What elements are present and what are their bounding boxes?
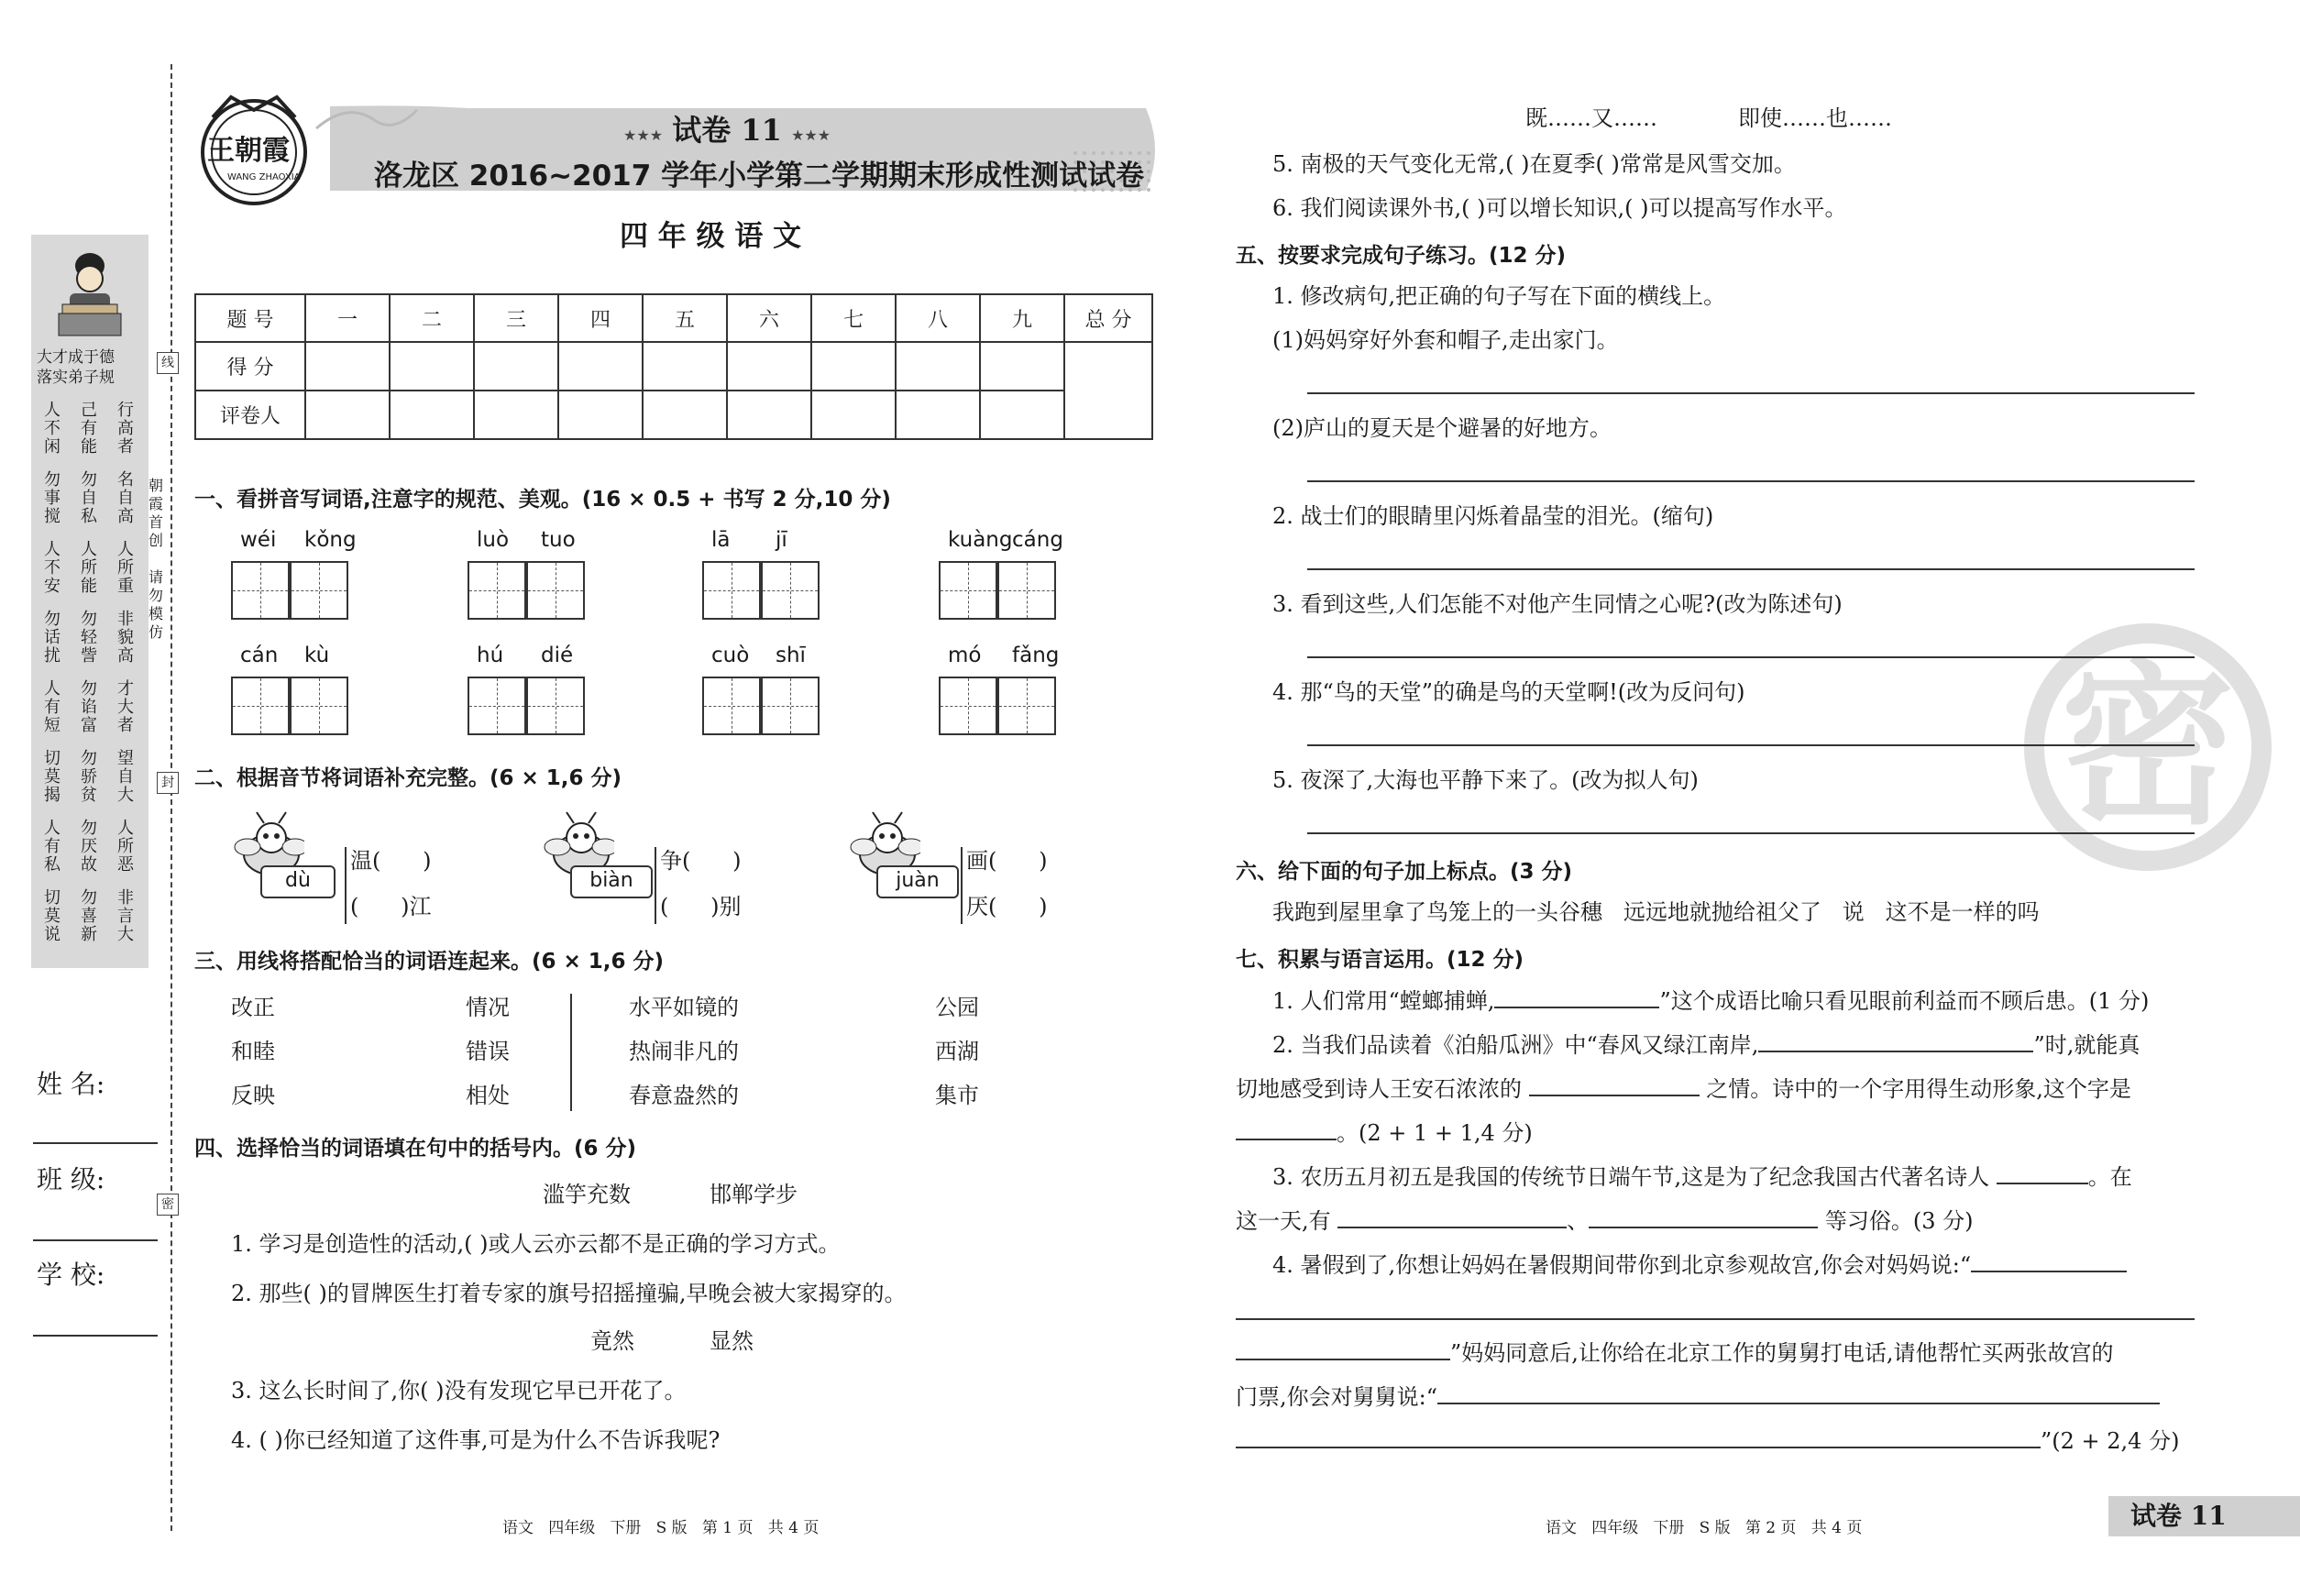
q4-choice: 既……又…… bbox=[1525, 105, 1657, 131]
maxim-text: 勿厌故 bbox=[81, 819, 97, 875]
maxim-text: 人所能 bbox=[81, 540, 97, 596]
column-header: 一 bbox=[305, 294, 390, 342]
score-cell[interactable] bbox=[811, 342, 896, 391]
answer-line[interactable] bbox=[1307, 744, 2195, 746]
q3-word[interactable]: 西湖 bbox=[935, 1039, 979, 1064]
row-label: 得 分 bbox=[195, 342, 305, 391]
q7-line-10 bbox=[1236, 1426, 2179, 1455]
tianzige-box[interactable] bbox=[468, 677, 526, 735]
pinyin-syllable: shī bbox=[776, 644, 806, 667]
q7-text: 等习俗。(3 分) bbox=[1824, 1208, 1974, 1234]
q7-text: ”这个成语比喻只看见眼前利益而不顾后患。(1 分) bbox=[1659, 988, 2150, 1014]
subject-title: 四 年 级 语 文 bbox=[620, 220, 802, 253]
tianzige-box[interactable] bbox=[761, 677, 820, 735]
maxim-text: 勿自私 bbox=[81, 470, 97, 526]
footer-tag: 试卷 11 bbox=[2130, 1501, 2227, 1531]
q4-sentence-3[interactable]: 3. 这么长时间了,你( )没有发现它早已开花了。 bbox=[231, 1378, 687, 1403]
score-cell[interactable] bbox=[980, 342, 1064, 391]
q7-line-1 bbox=[1272, 986, 2149, 1015]
q6-heading: 六、给下面的句子加上标点。(3 分) bbox=[1236, 860, 1573, 884]
score-cell[interactable] bbox=[474, 342, 558, 391]
q7-line-2 bbox=[1272, 1030, 2140, 1059]
pinyin-syllable: cuò bbox=[711, 644, 750, 667]
q7-text: ”妈妈同意后,让你给在北京工作的舅舅打电话,请他帮忙买两张故宫的 bbox=[1450, 1340, 2114, 1366]
tianzige-box[interactable] bbox=[290, 677, 348, 735]
tianzige-box[interactable] bbox=[761, 561, 820, 620]
q7-text: ”时,就能真 bbox=[2033, 1032, 2140, 1058]
pinyin-syllable: cán bbox=[240, 644, 279, 667]
maxim-text: 望自大 bbox=[117, 749, 134, 805]
q2-pinyin-box: dù bbox=[260, 865, 336, 898]
q3-word[interactable]: 和睦 bbox=[231, 1039, 275, 1064]
row-label: 题 号 bbox=[195, 294, 305, 342]
exam-title: 洛龙区 2016~2017 学年小学第二学期期末形成性测试试卷 bbox=[374, 160, 1145, 193]
tianzige-box[interactable] bbox=[939, 677, 997, 735]
q2-pinyin-box: juàn bbox=[876, 865, 959, 898]
q2-blank-word[interactable]: 争( ) bbox=[660, 848, 742, 874]
fold-mark-xian: 线 bbox=[157, 352, 179, 374]
score-cell[interactable] bbox=[896, 342, 980, 391]
fill-blank[interactable] bbox=[1236, 1426, 2041, 1448]
q4-sentence-4[interactable]: 4. ( )你已经知道了这件事,可是为什么不告诉我呢? bbox=[231, 1427, 721, 1453]
q4-choice: 显然 bbox=[710, 1328, 754, 1354]
q3-word[interactable]: 错误 bbox=[466, 1039, 510, 1064]
footer-left: 语文 四年级 下册 S 版 第 1 页 共 4 页 bbox=[502, 1519, 820, 1537]
q5-item: 5. 夜深了,大海也平静下来了。(改为拟人句) bbox=[1272, 767, 1699, 793]
strip-caption-2: 落实弟子规 bbox=[37, 369, 115, 387]
q7-text: 2. 当我们品读着《泊船瓜洲》中“春风又绿江南岸, bbox=[1272, 1032, 1759, 1058]
column-header: 总 分 bbox=[1064, 294, 1152, 342]
fill-blank[interactable] bbox=[1758, 1030, 2033, 1052]
maxim-text: 勿话扰 bbox=[44, 610, 61, 666]
brand-sub: WANG ZHAOXIA bbox=[227, 172, 301, 182]
q7-line-5 bbox=[1272, 1162, 2132, 1191]
maxim-text: 名自高 bbox=[117, 470, 134, 526]
answer-line[interactable] bbox=[1236, 1318, 2195, 1320]
column-header: 八 bbox=[896, 294, 980, 342]
q2-pinyin-box: biàn bbox=[570, 865, 653, 898]
q3-heading: 三、用线将搭配恰当的词语连起来。(6 × 1,6 分) bbox=[194, 950, 665, 974]
q7-line-9 bbox=[1236, 1382, 2160, 1411]
grader-cell[interactable] bbox=[727, 391, 811, 439]
q7-text: 1. 人们常用“螳螂捕蝉, bbox=[1272, 988, 1495, 1014]
pinyin-syllable: luò bbox=[477, 528, 510, 552]
q2-blank-word[interactable]: 画( ) bbox=[966, 848, 1048, 874]
tianzige-box[interactable] bbox=[939, 561, 997, 620]
row-label: 评卷人 bbox=[195, 391, 305, 439]
pinyin-syllable: kù bbox=[304, 644, 330, 667]
q3-word[interactable]: 公园 bbox=[935, 995, 979, 1020]
q7-text: 、 bbox=[1567, 1208, 1590, 1234]
column-header: 九 bbox=[980, 294, 1064, 342]
q7-text: ”(2 + 2,4 分) bbox=[2041, 1428, 2180, 1454]
pinyin-syllable: kǒng bbox=[304, 528, 357, 552]
fill-blank[interactable] bbox=[1437, 1382, 2160, 1404]
grader-cell[interactable] bbox=[390, 391, 474, 439]
q7-text: 。(2 + 1 + 1,4 分) bbox=[1337, 1120, 1533, 1146]
column-header: 四 bbox=[558, 294, 643, 342]
q4-choice: 滥竽充数 bbox=[543, 1182, 631, 1207]
q3-word[interactable]: 相处 bbox=[466, 1083, 510, 1108]
score-cell[interactable] bbox=[390, 342, 474, 391]
pinyin-syllable: wéi bbox=[240, 528, 277, 552]
q7-line-3 bbox=[1236, 1074, 2131, 1103]
grader-cell[interactable] bbox=[305, 391, 390, 439]
name-line[interactable] bbox=[33, 1142, 158, 1144]
q5-heading: 五、按要求完成句子练习。(12 分) bbox=[1236, 244, 1567, 268]
tianzige-box[interactable] bbox=[468, 561, 526, 620]
maxim-text: 行高者 bbox=[117, 401, 134, 457]
class-line[interactable] bbox=[33, 1239, 158, 1241]
grader-cell[interactable] bbox=[558, 391, 643, 439]
q4-sentence-1[interactable]: 1. 学习是创造性的活动,( )或人云亦云都不是正确的学习方式。 bbox=[231, 1231, 841, 1257]
q5-item: (1)妈妈穿好外套和帽子,走出家门。 bbox=[1272, 327, 1619, 353]
maxim-text: 勿喜新 bbox=[81, 888, 97, 944]
star-icon: ★★★ bbox=[623, 127, 664, 144]
fill-blank[interactable] bbox=[1236, 1118, 1337, 1140]
q2-blank-word[interactable]: ( )别 bbox=[660, 894, 742, 919]
answer-line[interactable] bbox=[1307, 568, 2195, 570]
fill-blank[interactable] bbox=[1997, 1162, 2088, 1184]
answer-line[interactable] bbox=[1307, 480, 2195, 482]
confidential-watermark: 密 bbox=[2024, 623, 2272, 871]
q7-text: 这一天,有 bbox=[1236, 1208, 1331, 1234]
maxim-text: 非貌高 bbox=[117, 610, 134, 666]
q7-line-8 bbox=[1236, 1338, 2114, 1367]
side-text-1: 朝霞首创 bbox=[149, 477, 164, 549]
school-label: 学 校: bbox=[37, 1260, 105, 1290]
maxim-text: 人所重 bbox=[117, 540, 134, 596]
q2-heading: 二、根据音节将词语补充完整。(6 × 1,6 分) bbox=[194, 766, 622, 790]
maxim-text: 切莫说 bbox=[44, 888, 61, 944]
q7-text: 门票,你会对舅舅说:“ bbox=[1236, 1384, 1437, 1410]
q3-word[interactable]: 春意盎然的 bbox=[629, 1083, 739, 1108]
answer-line[interactable] bbox=[1307, 656, 2195, 658]
column-header: 六 bbox=[727, 294, 811, 342]
maxim-text: 勿骄贫 bbox=[81, 749, 97, 805]
q2-blank-word[interactable]: 厌( ) bbox=[966, 894, 1048, 919]
grader-cell[interactable] bbox=[811, 391, 896, 439]
q7-heading: 七、积累与语言运用。(12 分) bbox=[1236, 948, 1524, 972]
tianzige-box[interactable] bbox=[231, 677, 290, 735]
footer-right: 语文 四年级 下册 S 版 第 2 页 共 4 页 bbox=[1546, 1519, 1863, 1537]
q4-heading: 四、选择恰当的词语填在句中的括号内。(6 分) bbox=[194, 1137, 637, 1161]
q7-line-6 bbox=[1236, 1206, 1974, 1235]
q5-item: 3. 看到这些,人们怎能不对他产生同情之心呢?(改为陈述句) bbox=[1272, 591, 1843, 617]
q7-text: 之情。诗中的一个字用得生动形象,这个字是 bbox=[1706, 1076, 2131, 1102]
q3-word[interactable]: 情况 bbox=[466, 995, 510, 1020]
pinyin-syllable: tuo bbox=[541, 528, 576, 552]
grader-cell[interactable] bbox=[474, 391, 558, 439]
q5-item: 1. 修改病句,把正确的句子写在下面的横线上。 bbox=[1272, 283, 1726, 309]
pinyin-syllable: hú bbox=[477, 644, 504, 667]
q4-sentence-5[interactable]: 5. 南极的天气变化无常,( )在夏季( )常常是风雪交加。 bbox=[1272, 151, 1796, 177]
q7-text: 4. 暑假到了,你想让妈妈在暑假期间带你到北京参观故宫,你会对妈妈说:“ bbox=[1272, 1252, 1972, 1278]
brand-name: 王朝霞 bbox=[207, 135, 290, 167]
exam-tag-text: 试卷 11 bbox=[672, 113, 782, 148]
score-cell[interactable] bbox=[727, 342, 811, 391]
binding-line bbox=[171, 64, 172, 1531]
q6-sentence[interactable]: 我跑到屋里拿了鸟笼上的一头谷穗 远远地就抛给祖父了 说 这不是一样的吗 bbox=[1272, 899, 2040, 925]
score-table bbox=[194, 293, 1153, 440]
answer-line[interactable] bbox=[1307, 832, 2195, 834]
q4-sentence-6[interactable]: 6. 我们阅读课外书,( )可以增长知识,( )可以提高写作水平。 bbox=[1272, 195, 1847, 221]
tianzige-box[interactable] bbox=[290, 561, 348, 620]
star-icon: ★★★ bbox=[791, 127, 831, 144]
tianzige-box[interactable] bbox=[231, 561, 290, 620]
q3-word[interactable]: 反映 bbox=[231, 1083, 275, 1108]
tianzige-box[interactable] bbox=[997, 677, 1056, 735]
q2-blank-word[interactable]: 温( ) bbox=[350, 848, 432, 874]
grader-cell[interactable] bbox=[643, 391, 727, 439]
maxim-text: 才大者 bbox=[117, 679, 134, 735]
maxim-text: 切莫揭 bbox=[44, 749, 61, 805]
maxim-text: 勿事搅 bbox=[44, 470, 61, 526]
q4-choice: 邯郸学步 bbox=[710, 1182, 798, 1207]
pinyin-syllable: kuàng bbox=[948, 528, 1013, 552]
q7-text: 切地感受到诗人王安石浓浓的 bbox=[1236, 1076, 1522, 1102]
q7-line-7 bbox=[1272, 1250, 2127, 1279]
q5-item: (2)庐山的夏天是个避暑的好地方。 bbox=[1272, 415, 1612, 441]
q7-text: 3. 农历五月初五是我国的传统节日端午节,这是为了纪念我国古代著名诗人 bbox=[1272, 1164, 1990, 1190]
exam-tag bbox=[623, 114, 831, 152]
side-text-2: 请勿模仿 bbox=[149, 568, 164, 641]
tianzige-box[interactable] bbox=[702, 677, 761, 735]
q3-word[interactable]: 改正 bbox=[231, 995, 275, 1020]
maxim-text: 人所恶 bbox=[117, 819, 134, 875]
q5-item: 2. 战士们的眼睛里闪烁着晶莹的泪光。(缩句) bbox=[1272, 503, 1714, 529]
maxim-text: 人有短 bbox=[44, 679, 61, 735]
maxim-text: 勿轻訾 bbox=[81, 610, 97, 666]
pinyin-syllable: cáng bbox=[1012, 528, 1063, 552]
fill-blank[interactable] bbox=[1589, 1206, 1818, 1228]
q3-word[interactable]: 水平如镜的 bbox=[629, 995, 739, 1020]
tianzige-box[interactable] bbox=[526, 677, 585, 735]
fill-blank[interactable] bbox=[1236, 1338, 1450, 1360]
tianzige-box[interactable] bbox=[702, 561, 761, 620]
answer-line[interactable] bbox=[1307, 392, 2195, 394]
fold-mark-feng: 封 bbox=[157, 772, 179, 794]
column-header: 七 bbox=[811, 294, 896, 342]
pinyin-syllable: mó bbox=[948, 644, 982, 667]
q7-text: 。在 bbox=[2087, 1164, 2132, 1190]
name-label: 姓 名: bbox=[37, 1069, 105, 1099]
class-label: 班 级: bbox=[37, 1164, 105, 1194]
fold-mark-mi: 密 bbox=[157, 1194, 179, 1216]
strip-caption-1: 大才成于德 bbox=[37, 348, 115, 367]
maxim-text: 人不安 bbox=[44, 540, 61, 596]
score-cell[interactable] bbox=[558, 342, 643, 391]
scholar-figure-icon bbox=[53, 246, 127, 347]
q3-word[interactable]: 集市 bbox=[935, 1083, 979, 1108]
q3-word[interactable]: 热闹非凡的 bbox=[629, 1039, 739, 1064]
q4-choice: 即使……也…… bbox=[1738, 105, 1892, 131]
q4-sentence-2[interactable]: 2. 那些( )的冒牌医生打着专家的旗号招摇撞骗,早晚会被大家揭穿的。 bbox=[231, 1281, 907, 1306]
score-cell[interactable] bbox=[305, 342, 390, 391]
column-header: 三 bbox=[474, 294, 558, 342]
q5-item: 4. 那“鸟的天堂”的确是鸟的天堂啊!(改为反问句) bbox=[1272, 679, 1745, 705]
maxim-text: 非言大 bbox=[117, 888, 134, 944]
footer-tag-bar bbox=[2108, 1496, 2300, 1536]
maxim-text: 人有私 bbox=[44, 819, 61, 875]
maxims-strip bbox=[31, 235, 149, 968]
q1-heading: 一、看拼音写词语,注意字的规范、美观。(16 × 0.5 + 书写 2 分,10 分) bbox=[194, 488, 891, 512]
column-header: 二 bbox=[390, 294, 474, 342]
fill-blank[interactable] bbox=[1529, 1074, 1700, 1096]
grader-cell[interactable] bbox=[896, 391, 980, 439]
maxim-text: 人不闲 bbox=[44, 401, 61, 457]
school-line[interactable] bbox=[33, 1335, 158, 1337]
q7-line-4 bbox=[1236, 1118, 1533, 1147]
q4-choice: 竟然 bbox=[590, 1328, 634, 1354]
q2-blank-word[interactable]: ( )江 bbox=[350, 894, 432, 919]
grader-cell[interactable] bbox=[980, 391, 1064, 439]
tianzige-box[interactable] bbox=[997, 561, 1056, 620]
pinyin-syllable: jī bbox=[776, 528, 787, 552]
pinyin-syllable: fǎng bbox=[1012, 644, 1060, 667]
pinyin-syllable: dié bbox=[541, 644, 574, 667]
tianzige-box[interactable] bbox=[526, 561, 585, 620]
pinyin-syllable: lā bbox=[711, 528, 731, 552]
fill-blank[interactable] bbox=[1971, 1250, 2127, 1272]
q3-divider bbox=[570, 994, 572, 1111]
maxim-text: 己有能 bbox=[81, 401, 97, 457]
total-score-cell[interactable] bbox=[1064, 342, 1152, 439]
fill-blank[interactable] bbox=[1494, 986, 1659, 1008]
maxim-text: 勿谄富 bbox=[81, 679, 97, 735]
column-header: 五 bbox=[643, 294, 727, 342]
ribbon-decoration-icon bbox=[312, 92, 422, 147]
score-cell[interactable] bbox=[643, 342, 727, 391]
fill-blank[interactable] bbox=[1337, 1206, 1567, 1228]
